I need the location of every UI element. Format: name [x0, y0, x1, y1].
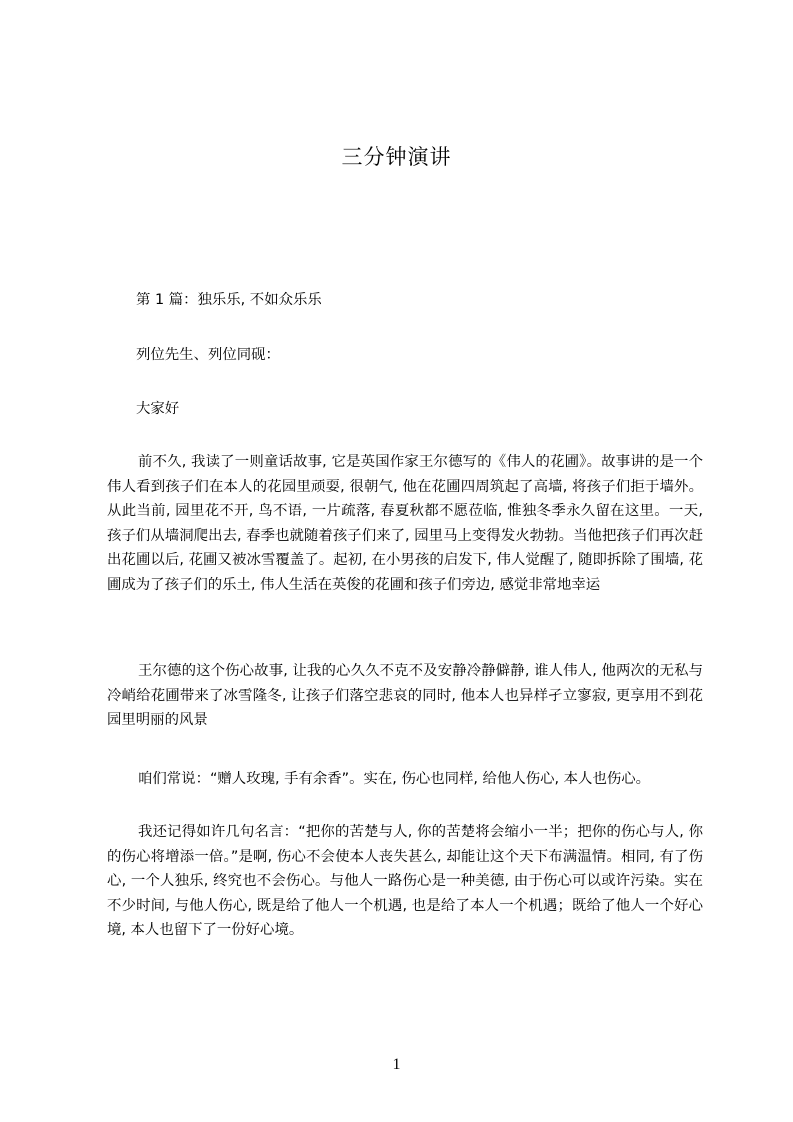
- salutation: 列位先生、列位同砚：: [136, 347, 280, 363]
- greeting: 大家好: [136, 401, 180, 417]
- paragraph-quotes: 我还记得如许几句名言：“把你的苦楚与人, 你的苦楚将会缩小一半；把你的伤心与人, 你的伤心将增添一倍。”是啊, 伤心不会使本人丧失甚么, 却能让这个天下布满温情。相同, 有了伤心, 一个人独乐, 终究也不会伤心。与他人一路伤心是一种美德, 由于伤心可以或许污染。实在不少时间, 与他人伤心, 既是给了他人一个机遇, 也是给了本人一个机遇；既给了他人一个好心境, 本人也留下了一份好心境。: [107, 824, 703, 939]
- chapter-heading: 第 1 篇：独乐乐, 不如众乐乐: [136, 292, 322, 308]
- page-title: 三分钟演讲: [341, 145, 452, 169]
- paragraph-reflection: 王尔德的这个伤心故事, 让我的心久久不克不及安静冷静僻静, 谁人伟人, 他两次的无私与冷峭给花圃带来了冰雪隆冬, 让孩子们落空悲哀的同时, 他本人也异样孑立寥寂, 更享用不到花园里明丽的风景: [107, 663, 703, 729]
- paragraph-proverb: 咱们常说：“赠人玫瑰, 手有余香”。实在, 伤心也同样, 给他人伤心, 本人也伤心。: [138, 771, 651, 787]
- paragraph-story: 前不久, 我读了一则童话故事, 它是英国作家王尔德写的《伟人的花圃》。故事讲的是一个伟人看到孩子们在本人的花园里顽耍, 很朝气, 他在花圃四周筑起了高墙, 将孩子们拒于墙外。从此当前, 园里花不开, 鸟不语, 一片疏落, 春夏秋都不愿莅临, 惟独冬季永久留在这里。一天, 孩子们从墙洞爬出去, 春季也就随着孩子们来了, 园里马上变得发火勃勃。当他把孩子们再次赶出花圃以后, 花圃又被冰雪覆盖了。起初, 在小男孩的启发下, 伟人觉醒了, 随即拆除了围墙, 花圃成为了孩子们的乐土, 伟人生活在英俊的花圃和孩子们旁边, 感觉非常地幸运: [107, 454, 703, 593]
- page-number: 1: [392, 1056, 401, 1073]
